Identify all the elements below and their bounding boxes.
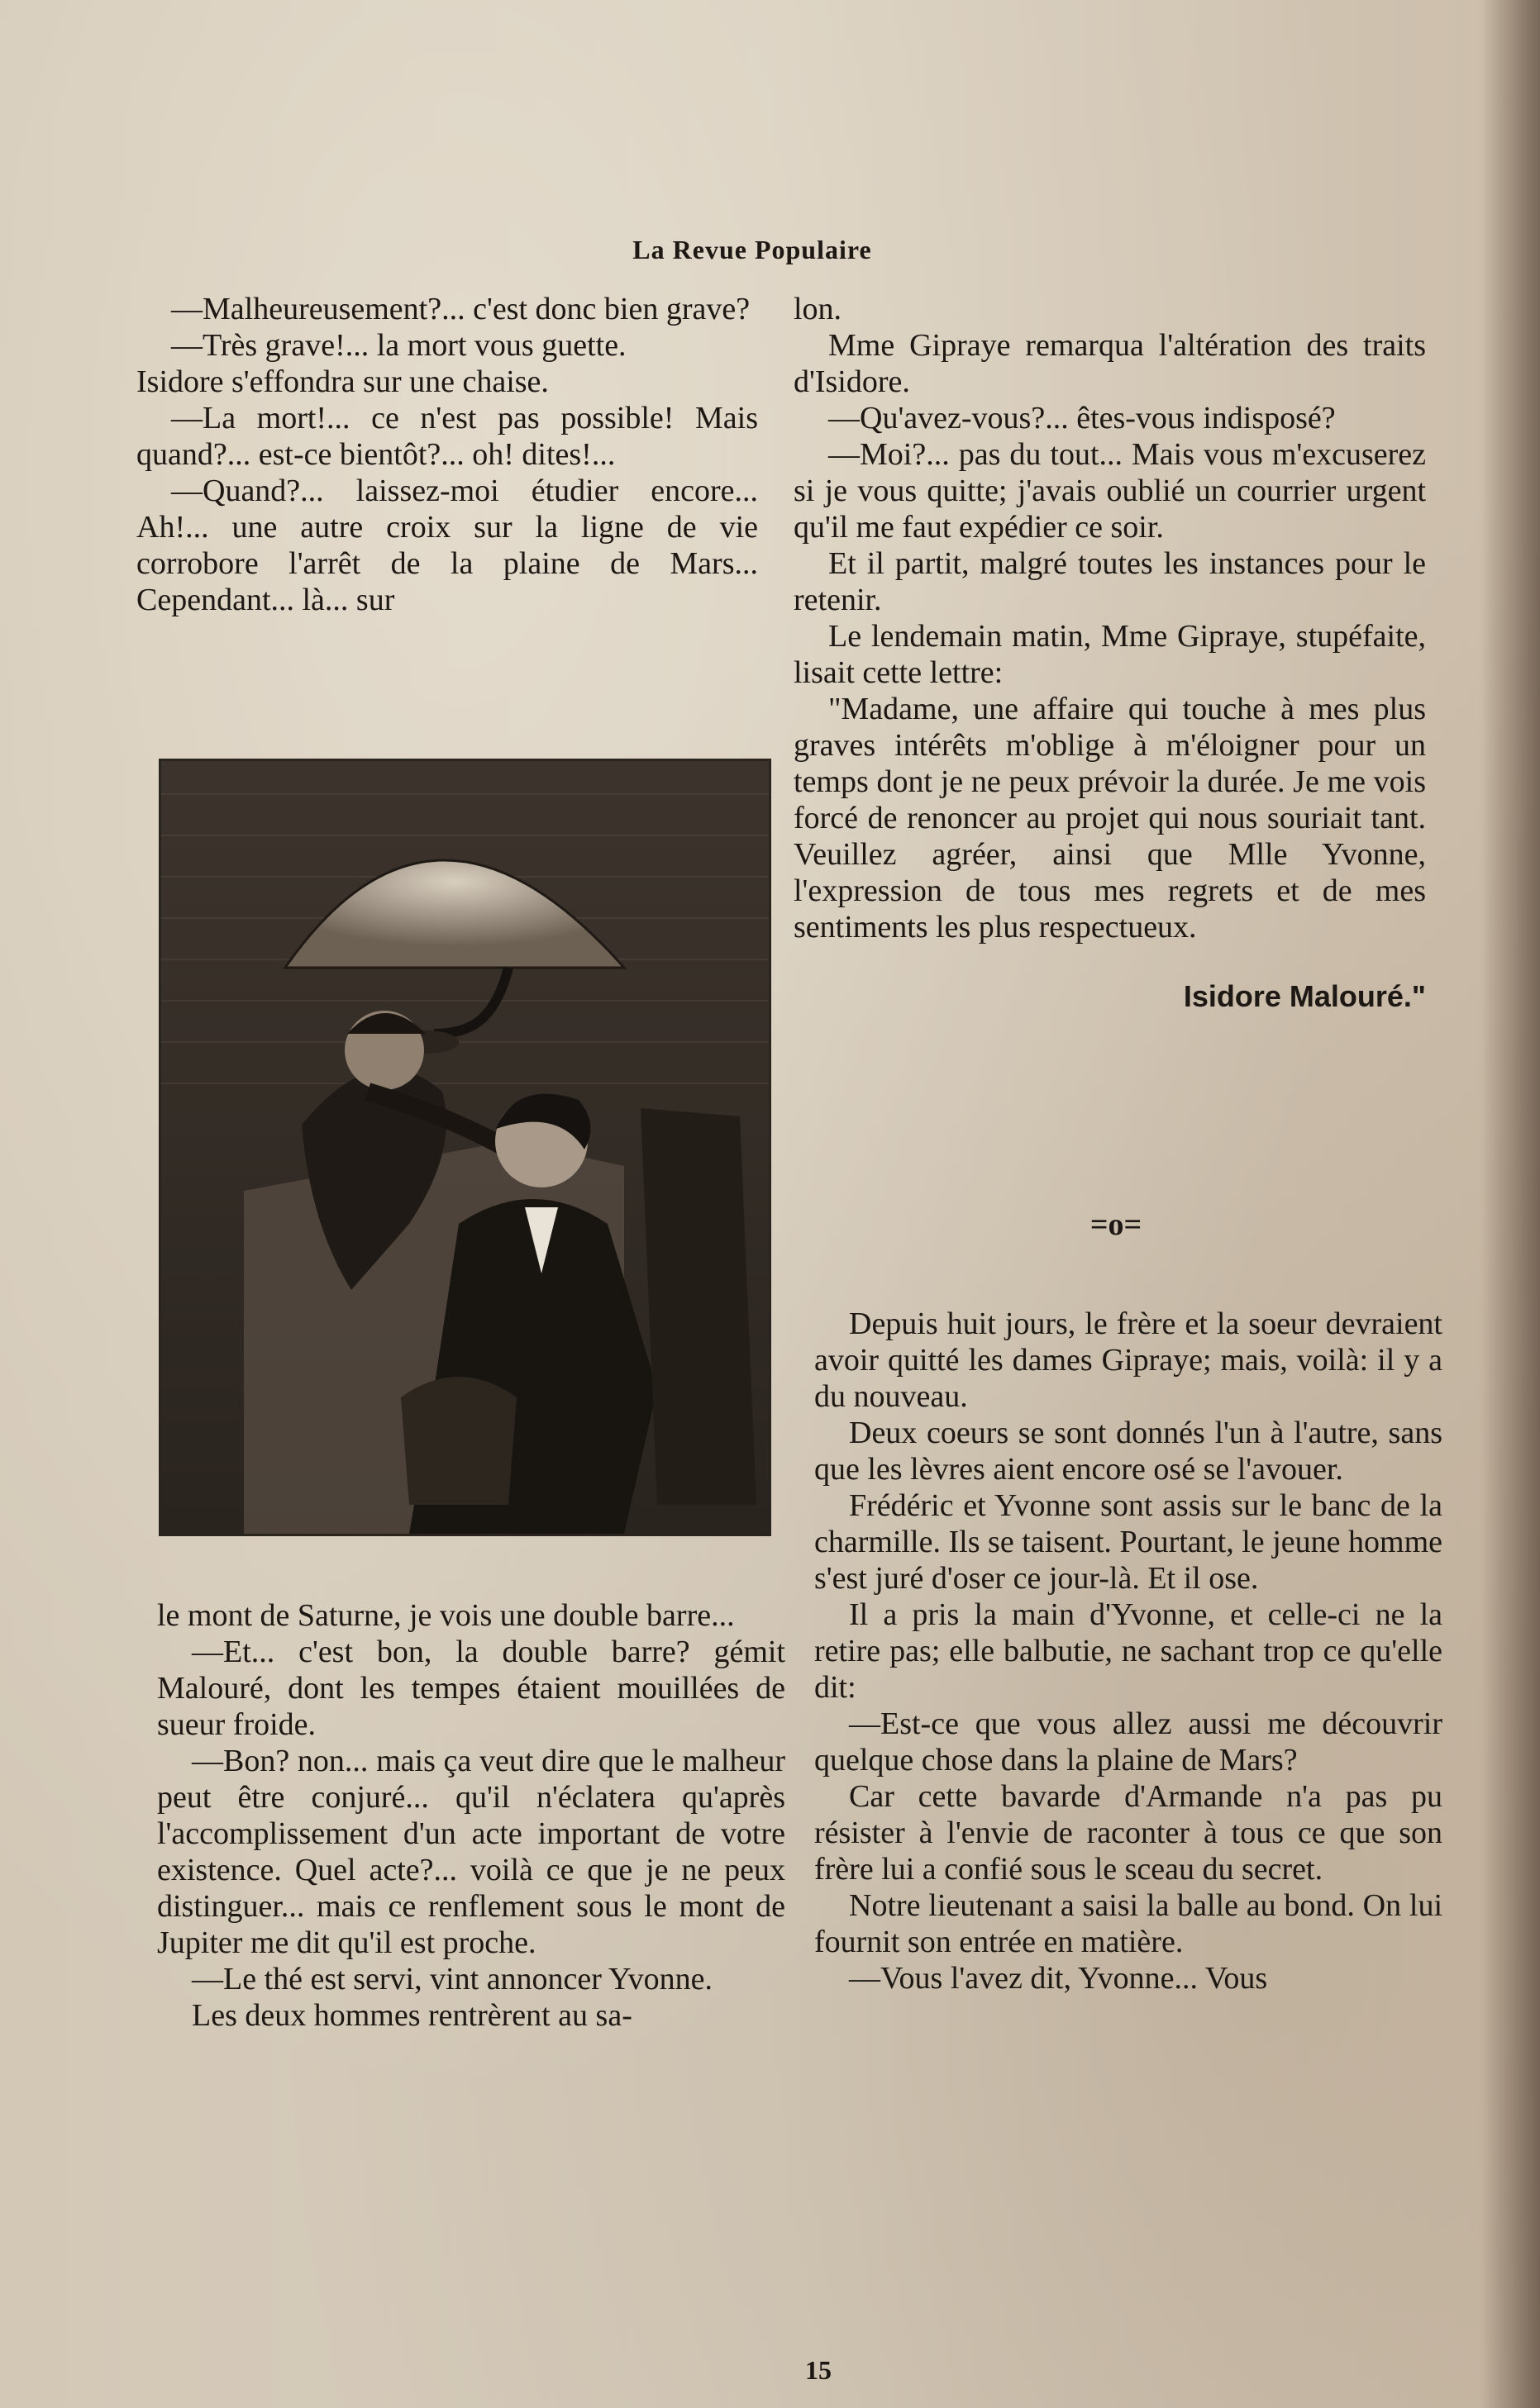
paragraph: —La mort!... ce n'est pas possible! Mais quand?... est-ce bientôt?... oh! dites!... [136, 401, 758, 472]
paragraph: lon. [794, 292, 842, 326]
paragraph: —Vous l'avez dit, Yvonne... Vous [849, 1961, 1268, 1996]
paragraph: Le lendemain matin, Mme Gipraye, stupéfaite, lisait cette lettre: [794, 619, 1426, 690]
paragraph: Depuis huit jours, le frère et la soeur devraient avoir quitté les dames Gipraye; mais, voilà: il y a du nouveau. [814, 1306, 1442, 1414]
left-column-top [136, 291, 758, 618]
paragraph: Notre lieutenant a saisi la balle au bond. On lui fournit son entrée en matière. [814, 1888, 1442, 1959]
paragraph: —Le thé est servi, vint annoncer Yvonne. [192, 1962, 713, 1996]
section-divider: =o= [1089, 1207, 1142, 1242]
paragraph: Isidore s'effondra sur une chaise. [136, 364, 549, 399]
paragraph: —Bon? non... mais ça veut dire que le malheur peut être conjuré... qu'il n'éclatera qu'après l'accomplissement d'un acte important de votre existence. Quel acte?... voilà ce que je ne peux distinguer... mais ce renflement sous le mont de Jupiter me dit qu'il est proche. [157, 1744, 785, 1960]
right-column-top [794, 291, 1426, 1015]
right-column-bottom [814, 1306, 1442, 1996]
paragraph: —Très grave!... la mort vous guette. [171, 328, 627, 363]
paragraph: —Moi?... pas du tout... Mais vous m'excuserez si je vous quitte; j'avais oublié un courrier urgent qu'il me faut expédier ce soir. [794, 437, 1426, 545]
paragraph: Il a pris la main d'Yvonne, et celle-ci ne la retire pas; elle balbutie, ne sachant trop ce qu'elle dit: [814, 1597, 1442, 1705]
paragraph: —Quand?... laissez-moi étudier encore... Ah!... une autre croix sur la ligne de vie corrobore l'arrêt de la plaine de Mars... Cependant... là... sur [136, 474, 758, 617]
paragraph: Frédéric et Yvonne sont assis sur le banc de la charmille. Ils se taisent. Pourtant, le jeune homme s'est juré d'oser ce jour-là. Et il ose. [814, 1488, 1442, 1596]
left-column-bottom [157, 1597, 785, 2034]
paragraph: —Est-ce que vous allez aussi me découvrir quelque chose dans la plaine de Mars? [814, 1706, 1442, 1777]
paragraph: —Malheureusement?... c'est donc bien grave? [171, 292, 751, 326]
paragraph: Car cette bavarde d'Armande n'a pas pu résister à l'envie de raconter à tous ce que son frère lui a confié sous le sceau du secret. [814, 1779, 1442, 1887]
paragraph: Les deux hommes rentrèrent au sa- [192, 1998, 632, 2033]
letter-paragraph: "Madame, une affaire qui touche à mes plus graves intérêts m'oblige à m'éloigner pour un temps dont je ne peux prévoir la durée. Je me vois forcé de renoncer au projet qui nous souriait tant. Veuillez agréer, ainsi que Mlle Yvonne, l'expression de tous mes regrets et de mes sentiments les plus respectueux. [794, 692, 1426, 945]
engraving-illustration [159, 759, 771, 1536]
signature: Isidore Malouré." [1183, 979, 1426, 1013]
paragraph: le mont de Saturne, je vois une double barre... [157, 1598, 735, 1633]
running-header: La Revue Populaire [632, 235, 872, 264]
paragraph: Mme Gipraye remarqua l'altération des traits d'Isidore. [794, 328, 1426, 399]
paragraph: Deux coeurs se sont donnés l'un à l'autre, sans que les lèvres aient encore osé se l'avouer. [814, 1416, 1442, 1487]
paragraph: Et il partit, malgré toutes les instances pour le retenir. [794, 546, 1426, 617]
binding-shadow [1482, 0, 1540, 2408]
paragraph: —Et... c'est bon, la double barre? gémit Malouré, dont les tempes étaient mouillées de sueur froide. [157, 1635, 785, 1742]
paragraph: —Qu'avez-vous?... êtes-vous indisposé? [828, 401, 1336, 435]
page-number: 15 [805, 2355, 832, 2385]
illustration-drawing [161, 761, 769, 1534]
